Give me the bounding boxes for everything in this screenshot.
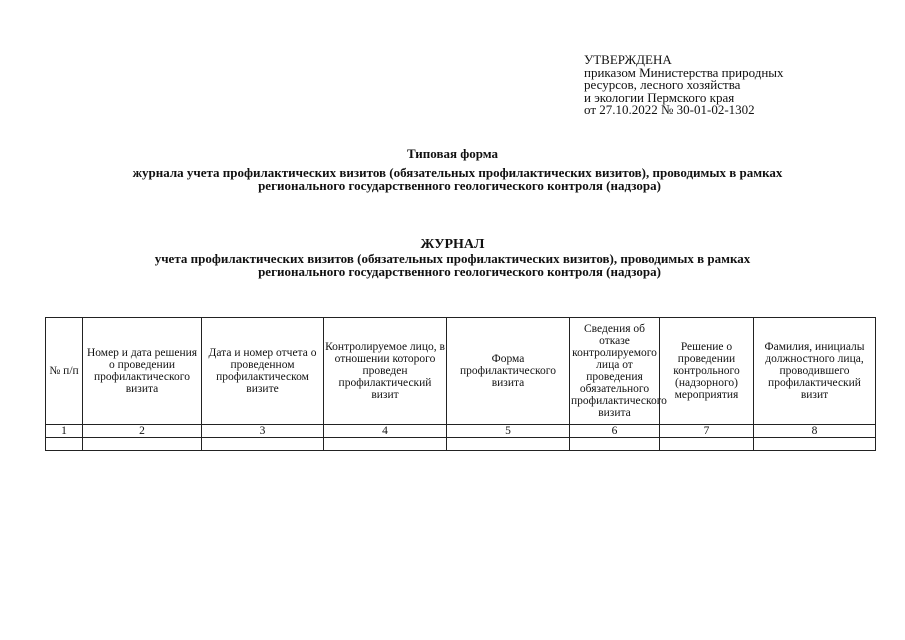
table-cell	[754, 438, 876, 451]
table-cell	[202, 438, 324, 451]
column-number: 3	[202, 425, 324, 438]
approval-line: ресурсов, лесного хозяйства	[584, 77, 741, 93]
table-cell	[324, 438, 447, 451]
column-header-visit-form: Форма профилактического визита	[447, 318, 570, 425]
journal-title-line: регионального государственного геологического контроля (надзора)	[258, 264, 661, 279]
column-number: 1	[46, 425, 83, 438]
table-cell	[46, 438, 83, 451]
approval-line: и экологии Пермского края	[584, 89, 735, 105]
table-cell	[570, 438, 660, 451]
column-header-number: № п/п	[46, 318, 83, 425]
table-row	[46, 438, 876, 451]
form-title	[0, 147, 905, 192]
table-cell	[447, 438, 570, 451]
column-number: 8	[754, 425, 876, 438]
table-header-row	[46, 318, 876, 425]
journal-title-heading: ЖУРНАЛ	[420, 237, 485, 252]
column-header-refusal: Сведения об отказе контролируемого лица от проведения обязательного профилактического визита	[570, 318, 660, 425]
column-header-controlled-person: Контролируемое лицо, в отношении которого проведен профилактический визит	[324, 318, 447, 425]
column-number: 2	[83, 425, 202, 438]
column-number: 5	[447, 425, 570, 438]
approval-line: приказом Министерства природных	[584, 64, 784, 80]
column-header-decision: Номер и дата решения о проведении профилактического визита	[83, 318, 202, 425]
column-header-report: Дата и номер отчета о проведенном профилактическом визите	[202, 318, 324, 425]
table-numbering-row	[46, 425, 876, 438]
column-header-control-decision: Решение о проведении контрольного (надзорного) мероприятия	[660, 318, 754, 425]
column-header-official: Фамилия, инициалы должностного лица, проводившего профилактический визит	[754, 318, 876, 425]
column-number: 4	[324, 425, 447, 438]
table-cell	[660, 438, 754, 451]
journal-title-line: учета профилактических визитов (обязательных профилактических визитов), проводимых в рамках	[154, 251, 751, 266]
journal-table	[45, 317, 876, 451]
table-cell	[83, 438, 202, 451]
approval-line: от 27.10.2022 № 30-01-02-1302	[584, 102, 755, 118]
approval-stamp	[584, 54, 884, 117]
form-title-line: журнала учета профилактических визитов (обязательных профилактических визитов), проводимых в рамках	[132, 165, 783, 180]
column-number: 7	[660, 425, 754, 438]
column-number: 6	[570, 425, 660, 438]
form-title-line: регионального государственного геологического контроля (надзора)	[258, 178, 661, 193]
journal-title	[0, 238, 905, 278]
approval-line: УТВЕРЖДЕНА	[584, 52, 672, 67]
form-title-heading: Типовая форма	[406, 146, 499, 161]
